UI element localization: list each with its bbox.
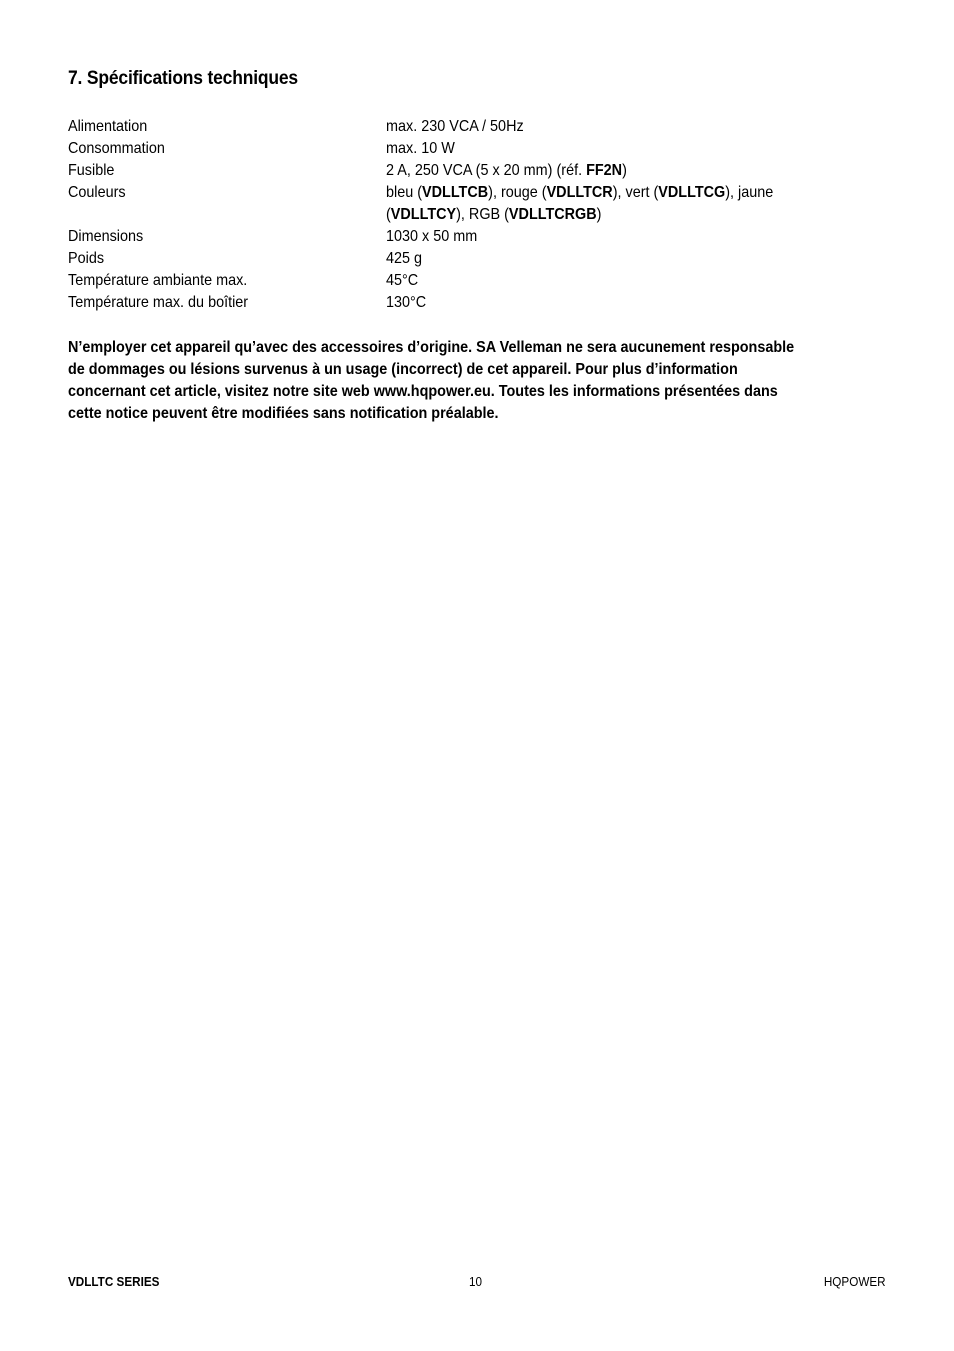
colors-text: ( <box>386 206 391 223</box>
spec-label: Fusible <box>68 162 115 179</box>
spec-row-dimensions <box>68 226 888 248</box>
spec-value: 130°C <box>386 294 427 311</box>
colors-text: ), jaune <box>725 184 774 201</box>
spec-row-couleurs <box>68 182 888 226</box>
notice-line: N’employer cet appareil qu’avec des accessoires d’origine. SA Velleman ne sera aucunement responsable <box>68 339 795 356</box>
spec-row-consommation <box>68 138 888 160</box>
spec-value-colors <box>386 182 854 226</box>
colors-text: ) <box>596 206 602 223</box>
model-code: VDLLTCR <box>546 184 613 201</box>
spec-label: Alimentation <box>68 118 148 135</box>
spec-value: 45°C <box>386 272 419 289</box>
spec-label: Poids <box>68 250 105 267</box>
spec-value: max. 10 W <box>386 140 455 157</box>
page-title <box>68 68 298 90</box>
spec-value-text: ) <box>622 162 627 179</box>
spec-row-temp-boitier <box>68 292 888 314</box>
spec-value: 1030 x 50 mm <box>386 228 478 245</box>
spec-row-fusible <box>68 160 888 182</box>
footer-brand: HQPOWER <box>824 1274 886 1289</box>
colors-text: ), rouge ( <box>488 184 547 201</box>
spec-table <box>68 116 888 314</box>
notice-line: de dommages ou lésions survenus à un usage (incorrect) de cet appareil. Pour plus d’information <box>68 361 738 378</box>
spec-row-poids <box>68 248 888 270</box>
spec-label: Dimensions <box>68 228 144 245</box>
disclaimer-notice <box>68 337 860 425</box>
spec-label: Couleurs <box>68 184 126 201</box>
section-title: Spécifications techniques <box>86 68 298 89</box>
spec-label: Température ambiante max. <box>68 272 248 289</box>
colors-text: bleu ( <box>386 184 423 201</box>
footer-series-name: VDLLTC SERIES <box>68 1274 160 1289</box>
spec-value: 425 g <box>386 250 423 267</box>
model-code: VDLLTCY <box>390 206 457 223</box>
spec-value-text: 2 A, 250 VCA (5 x 20 mm) (réf. <box>386 162 587 179</box>
notice-line: concernant cet article, visitez notre site web www.hqpower.eu. Toutes les informations présentées dans <box>68 383 778 400</box>
model-code: VDLLTCB <box>422 184 489 201</box>
notice-line: cette notice peuvent être modifiées sans notification préalable. <box>68 405 499 422</box>
spec-label: Consommation <box>68 140 165 157</box>
model-code: VDLLTCG <box>658 184 726 201</box>
section-number: 7. <box>68 68 83 89</box>
colors-text: ), RGB ( <box>456 206 509 223</box>
spec-value <box>386 160 854 182</box>
spec-label: Température max. du boîtier <box>68 294 249 311</box>
colors-text: ), vert ( <box>612 184 659 201</box>
spec-value: max. 230 VCA / 50Hz <box>386 118 524 135</box>
footer-page-number: 10 <box>469 1274 483 1289</box>
spec-row-alimentation <box>68 116 888 138</box>
model-code: VDLLTCRGB <box>508 206 597 223</box>
fuse-reference: FF2N <box>586 162 623 179</box>
spec-row-temp-ambiante <box>68 270 888 292</box>
